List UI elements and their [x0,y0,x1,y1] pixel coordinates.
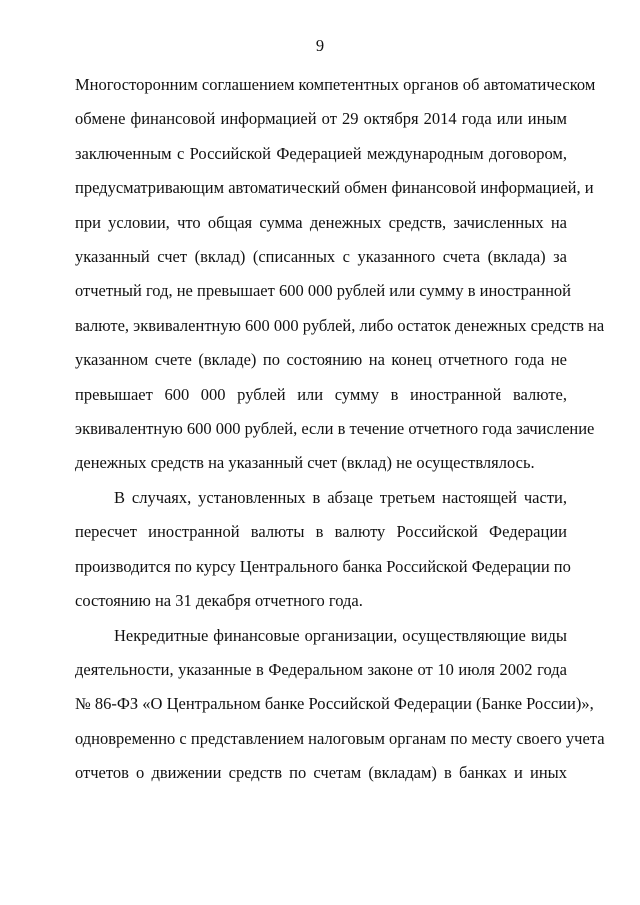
text-line: предусматривающим автоматический обмен финансовой информацией, и [75,178,594,198]
text-line: указанном счете (вкладе) по состоянию на конец отчетного года не [75,350,567,370]
text-line: отчетов о движении средств по счетам (вкладам) в банках и иных [75,763,567,783]
text-line: превышает 600 000 рублей или сумму в иностранной валюте, [75,384,567,404]
text-line: заключенным с Российской Федерацией международным договором, [75,143,567,163]
text-line: деятельности, указанные в Федеральном законе от 10 июля 2002 года [75,659,567,679]
text-line: Некредитные финансовые организации, осуществляющие виды [114,625,567,645]
text-line: эквивалентную 600 000 рублей, если в течение отчетного года зачисление [75,419,595,439]
text-line: одновременно с представлением налоговым органам по месту своего учета [75,728,605,748]
text-line: обмене финансовой информацией от 29 октября 2014 года или иным [75,109,567,129]
page-number: 9 [315,36,325,55]
text-line: при условии, что общая сумма денежных средств, зачисленных на [75,212,567,232]
text-line: указанный счет (вклад) (списанных с указанного счета (вклада) за [75,247,567,267]
paragraph-2 [75,481,571,619]
text-line: денежных средств на указанный счет (вклад) не осуществлялось. [75,453,535,473]
text-line: отчетный год, не превышает 600 000 рублей или сумму в иностранной [75,281,571,301]
text-line: № 86-ФЗ «О Центральном банке Российской Федерации (Банке России)», [75,694,594,714]
text-line: пересчет иностранной валюты в валюту Российской Федерации [75,522,567,542]
paragraph-1 [75,68,605,481]
text-line: состоянию на 31 декабря отчетного года. [75,591,363,611]
paragraph-3 [75,619,605,791]
text-line: валюте, эквивалентную 600 000 рублей, либо остаток денежных средств на [75,315,605,335]
text-line: Многосторонним соглашением компетентных органов об автоматическом [75,75,596,94]
text-line: производится по курсу Центрального банка Российской Федерации по [75,556,571,576]
document-body [75,68,605,791]
text-line: В случаях, установленных в абзаце третьем настоящей части, [114,487,567,507]
